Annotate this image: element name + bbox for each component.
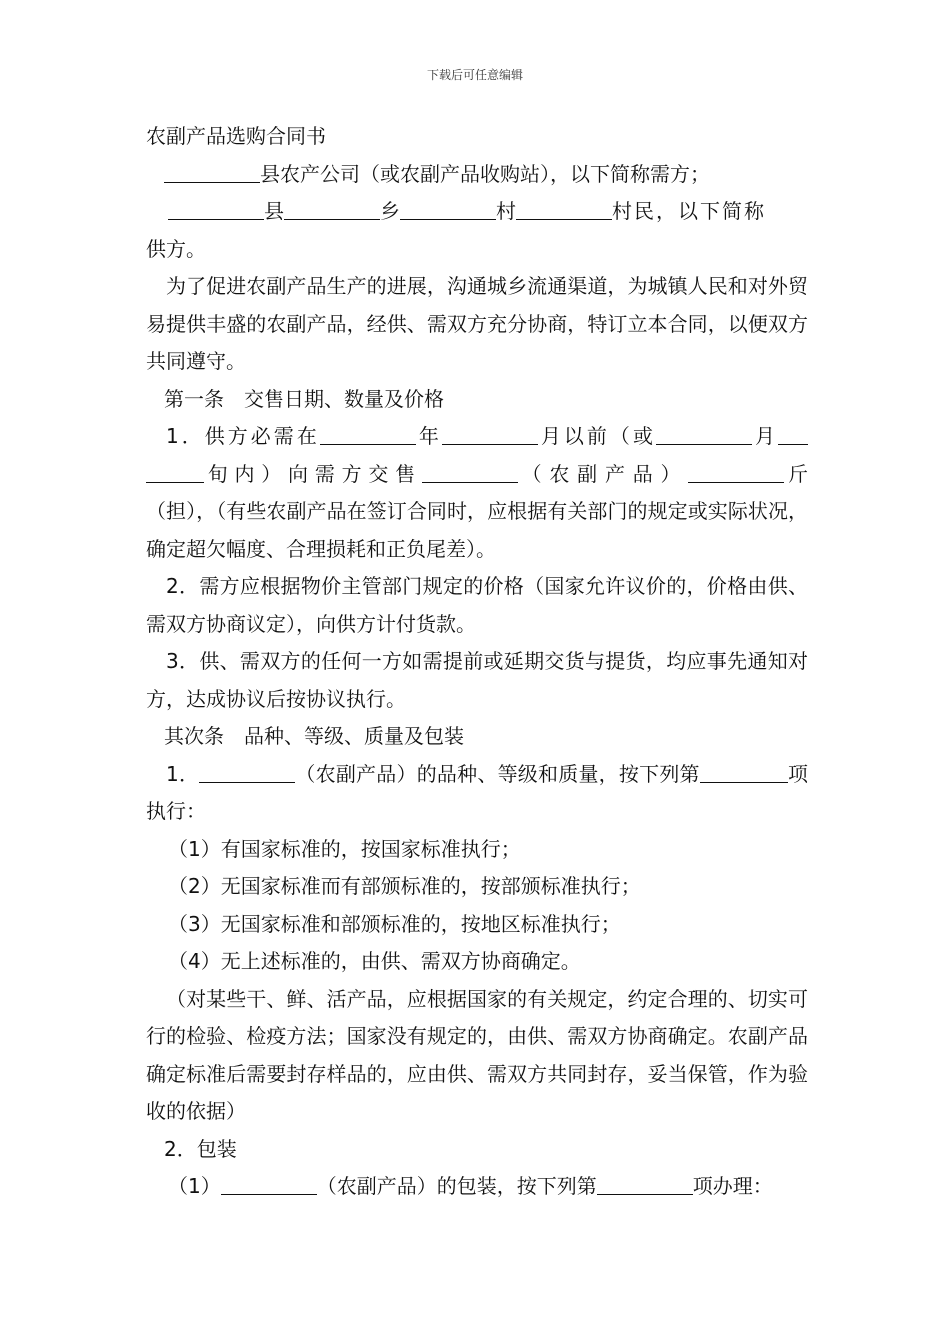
contract-body [146,118,808,1206]
a1-month2: 月 [751,424,778,448]
intro-paragraph: 为了促进农副产品生产的进展，沟通城乡流通渠道，为城镇人民和对外贸易提供丰盛的农副产品，经供、需双方充分协商，特订立本合同，以便双方共同遵守。 [146,274,808,373]
blank-month[interactable] [442,424,538,445]
blank-product[interactable] [422,462,518,483]
b1-mid: （农副产品）的品种、等级和质量，按下列第 [295,761,700,786]
packaging-heading: 2．包装 [164,1136,237,1161]
blank-township[interactable] [284,199,380,220]
blank-seller-county[interactable] [168,199,264,220]
blank-b1-item-b[interactable] [744,762,788,783]
a1-month: 月以前（或 [537,424,656,448]
seller-line-cont: 供方。 [146,236,206,261]
blank-b1-product[interactable] [199,762,295,783]
article-2-item-1 [146,756,808,831]
blank-xun-a[interactable] [778,424,808,445]
standard-3: （3）无国家标准和部颁标准的，按地区标准执行； [168,911,621,936]
village-label: 村 [496,199,516,223]
inspection-note: （对某些干、鲜、活产品，应根据国家的有关规定，约定合理的、切实可行的检验、检疫方法；国家没有规定的，由供、需双方协商确定。农副产品确定标准后需要封存样品的，应由供、需双方共同封存，妥当保管，作为验收的依据） [146,986,808,1123]
township-label: 乡 [380,199,400,223]
blank-xun-b[interactable] [146,462,204,483]
article-1-item-1 [146,418,808,568]
b21-mid: （农副产品）的包装，按下列第 [316,1174,597,1198]
blank-pack-item[interactable] [597,1174,693,1195]
page-header: 下载后可任意编辑 [426,68,523,82]
packaging-item-1 [146,1168,808,1206]
b21-end: 项办理： [692,1174,773,1198]
b1-lead: 1． [166,761,200,786]
a1-lead: 1．供方必需在 [166,424,320,448]
article-1-item-3: 3．供、需双方的任何一方如需提前或延期交货与提货，均应事先通知对方，达成协议后按协议执行。 [146,649,808,711]
buyer-line [146,156,808,194]
standard-4: （4）无上述标准的，由供、需双方协商确定。 [168,949,581,973]
b21-lead: （1） [168,1174,221,1198]
blank-villager[interactable] [516,199,612,220]
contract-title: 农副产品选购合同书 [146,124,326,148]
blank-buyer-county[interactable] [164,162,260,183]
standard-1: （1）有国家标准的，按国家标准执行； [168,836,521,861]
blank-b1-item-a[interactable] [700,762,744,783]
article-1-title: 第一条 交售日期、数量及价格 [164,386,444,411]
a1-prod: （农副产品） [517,461,689,486]
article-2-title: 其次条 品种、等级、质量及包装 [164,724,464,748]
buyer-text: 县农产公司（或农副产品收购站），以下简称需方； [260,161,710,186]
b1-end: 项执行： [146,761,809,823]
blank-month-2[interactable] [656,424,752,445]
a1-rest: （担），（有些农副产品在签订合同时，应根据有关部门的规定或实际状况，确定超欠幅度、合理损耗和正负尾差）。 [146,499,808,561]
a1-year: 年 [415,424,442,448]
blank-village[interactable] [400,199,496,220]
seller-line [146,193,808,231]
blank-quantity[interactable] [688,462,784,483]
a1-xun: 旬内）向需方交售 [204,461,422,486]
a1-jin: 斤 [784,461,809,486]
blank-pack-product[interactable] [221,1174,317,1195]
county-label: 县 [264,199,284,223]
blank-year[interactable] [320,424,416,445]
article-1-item-2: 2．需方应根据物价主管部门规定的价格（国家允许议价的，价格由供、需双方协商议定），向供方计付货款。 [146,574,808,636]
standard-2: （2）无国家标准而有部颁标准的，按部颁标准执行； [168,874,641,898]
villager-text: 村民，以下简称 [612,199,766,223]
